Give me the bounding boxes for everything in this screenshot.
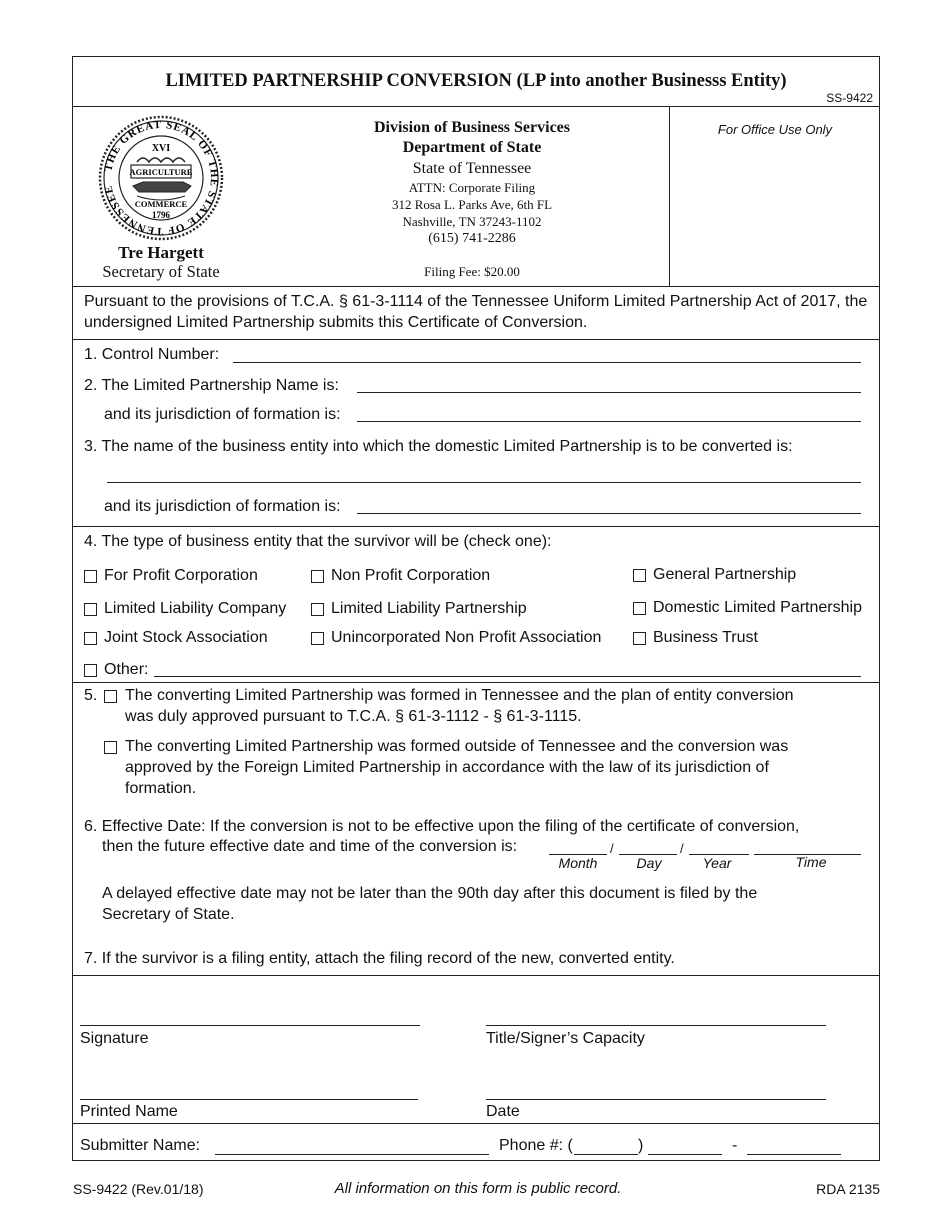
city-line: Nashville, TN 37243-1102 xyxy=(402,214,542,229)
checkbox-other[interactable] xyxy=(84,664,97,677)
filing-fee: Filing Fee: $20.00 xyxy=(424,264,520,279)
seal-xvi: XVI xyxy=(151,143,171,154)
converted-name-field[interactable] xyxy=(107,482,861,483)
jurisdiction-label-2: and its jurisdiction of formation is: xyxy=(104,498,341,515)
lp-name-field[interactable] xyxy=(357,392,861,393)
date-slash-2: / xyxy=(680,841,684,856)
checkbox-non-profit-corporation[interactable] xyxy=(311,570,324,583)
seal-year: 1796 xyxy=(152,210,170,220)
footer-form-revision: SS-9422 (Rev.01/18) xyxy=(73,1181,204,1197)
title-label: Title/Signer’s Capacity xyxy=(486,1030,645,1047)
printed-name-field[interactable] xyxy=(80,1099,418,1100)
signature-field[interactable] xyxy=(80,1025,420,1026)
checkbox-domestic-limited-partnership[interactable] xyxy=(633,602,646,615)
option-limited-liability-partnership: Limited Liability Partnership xyxy=(331,600,527,617)
month-label: Month xyxy=(558,855,598,871)
option-unincorporated-non-profit-association: Unincorporated Non Profit Association xyxy=(331,629,602,646)
formed-outside-line2: approved by the Foreign Limited Partnership in accordance with the law of its jurisdiction of xyxy=(125,759,769,776)
option-domestic-limited-partnership: Domestic Limited Partnership xyxy=(653,599,862,616)
state-name: State of Tennessee xyxy=(412,160,532,177)
option-general-partnership: General Partnership xyxy=(653,566,797,583)
lp-name-label: 2. The Limited Partnership Name is: xyxy=(84,377,339,394)
tennessee-seal-icon xyxy=(97,114,225,242)
divider xyxy=(73,526,879,527)
title-field[interactable] xyxy=(486,1025,826,1026)
form-number: SS-9422 xyxy=(826,91,873,105)
date-label: Date xyxy=(486,1103,520,1120)
delay-note-line1: A delayed effective date may not be later than the 90th day after this document is filed by the xyxy=(102,885,758,902)
effective-date-line2: then the future effective date and time of the conversion is: xyxy=(102,838,518,855)
section7-text: 7. If the survivor is a filing entity, attach the filing record of the new, converted entity. xyxy=(84,950,675,967)
seal-commerce: COMMERCE xyxy=(134,199,188,209)
divider xyxy=(73,286,879,287)
attn-line: ATTN: Corporate Filing xyxy=(408,180,536,195)
option-joint-stock-association: Joint Stock Association xyxy=(104,629,268,646)
date-field[interactable] xyxy=(486,1099,826,1100)
divider xyxy=(73,682,879,683)
divider xyxy=(73,1123,879,1124)
seal-ring-text: THE GREAT SEAL OF THE STATE OF TENNESSEE xyxy=(102,118,221,238)
option-business-trust: Business Trust xyxy=(653,629,758,646)
checkbox-formed-in-tennessee[interactable] xyxy=(104,690,117,703)
jurisdiction-field-1[interactable] xyxy=(357,421,861,422)
printed-name-label: Printed Name xyxy=(80,1103,178,1120)
control-number-label: 1. Control Number: xyxy=(84,346,220,363)
year-label: Year xyxy=(702,855,732,871)
intro-text: Pursuant to the provisions of T.C.A. § 61-3-1114 of the Tennessee Uniform Limited Partnership Act of 2017, the undersigned Limited Partnership submits this Certificate of Conversion. xyxy=(84,293,868,331)
delay-note-line2: Secretary of State. xyxy=(102,906,235,923)
converted-name-label: 3. The name of the business entity into which the domestic Limited Partnership is to be converted is: xyxy=(84,438,793,455)
form-frame xyxy=(72,56,880,1161)
footer-public-record: All information on this form is public record. xyxy=(334,1180,622,1197)
formed-outside-line3: formation. xyxy=(125,780,197,797)
divider xyxy=(669,106,670,286)
phone-dash: - xyxy=(732,1137,738,1154)
submitter-name-field[interactable] xyxy=(215,1154,489,1155)
time-label: Time xyxy=(795,854,827,870)
signature-label: Signature xyxy=(80,1030,149,1047)
option-limited-liability-company: Limited Liability Company xyxy=(104,600,287,617)
day-label: Day xyxy=(636,855,662,871)
phone-label: Phone #: ( xyxy=(499,1137,573,1154)
phone-prefix-field[interactable] xyxy=(648,1154,722,1155)
checkbox-joint-stock-association[interactable] xyxy=(84,632,97,645)
form-title: LIMITED PARTNERSHIP CONVERSION (LP into another Businesss Entity) xyxy=(165,71,787,91)
seal-agriculture: AGRICULTURE xyxy=(129,167,193,177)
footer-rda: RDA 2135 xyxy=(816,1181,880,1197)
option-non-profit-corporation: Non Profit Corporation xyxy=(331,567,491,584)
checkbox-formed-outside-tennessee[interactable] xyxy=(104,741,117,754)
divider xyxy=(73,975,879,976)
phone-area-code-field[interactable] xyxy=(574,1154,638,1155)
formed-outside-line1: The converting Limited Partnership was formed outside of Tennessee and the conversion was xyxy=(125,738,789,755)
option-for-profit-corporation: For Profit Corporation xyxy=(104,567,258,584)
checkbox-general-partnership[interactable] xyxy=(633,569,646,582)
formed-in-tennessee-line2: was duly approved pursuant to T.C.A. § 61-3-1112 - § 61-3-1115. xyxy=(125,708,582,725)
submitter-label: Submitter Name: xyxy=(80,1137,201,1154)
phone-line-field[interactable] xyxy=(747,1154,841,1155)
entity-type-heading: 4. The type of business entity that the survivor will be (check one): xyxy=(84,533,552,550)
divider xyxy=(73,339,879,340)
office-use-label: For Office Use Only xyxy=(717,122,833,137)
option-other: Other: xyxy=(104,661,149,678)
checkbox-limited-liability-partnership[interactable] xyxy=(311,603,324,616)
checkbox-for-profit-corporation[interactable] xyxy=(84,570,97,583)
other-field[interactable] xyxy=(154,676,861,677)
secretary-name: Tre Hargett xyxy=(118,243,204,262)
secretary-title: Secretary of State xyxy=(102,262,220,281)
divider xyxy=(73,106,879,107)
address-line: 312 Rosa L. Parks Ave, 6th FL xyxy=(391,197,553,212)
jurisdiction-label-1: and its jurisdiction of formation is: xyxy=(104,406,341,423)
checkbox-unincorporated-non-profit-association[interactable] xyxy=(311,632,324,645)
checkbox-limited-liability-company[interactable] xyxy=(84,603,97,616)
department-name: Department of State xyxy=(402,139,542,156)
effective-date-line1: 6. Effective Date: If the conversion is not to be effective upon the filing of the certificate of conversion, xyxy=(84,818,800,835)
checkbox-business-trust[interactable] xyxy=(633,632,646,645)
date-slash-1: / xyxy=(610,841,614,856)
phone-line: (615) 741-2286 xyxy=(428,231,516,246)
jurisdiction-field-2[interactable] xyxy=(357,513,861,514)
formed-in-tennessee-line1: The converting Limited Partnership was formed in Tennessee and the plan of entity conversion xyxy=(125,687,794,704)
section5-number: 5. xyxy=(84,687,98,704)
phone-close-paren: ) xyxy=(638,1137,644,1154)
control-number-field[interactable] xyxy=(233,362,861,363)
division-name: Division of Business Services xyxy=(373,119,570,136)
